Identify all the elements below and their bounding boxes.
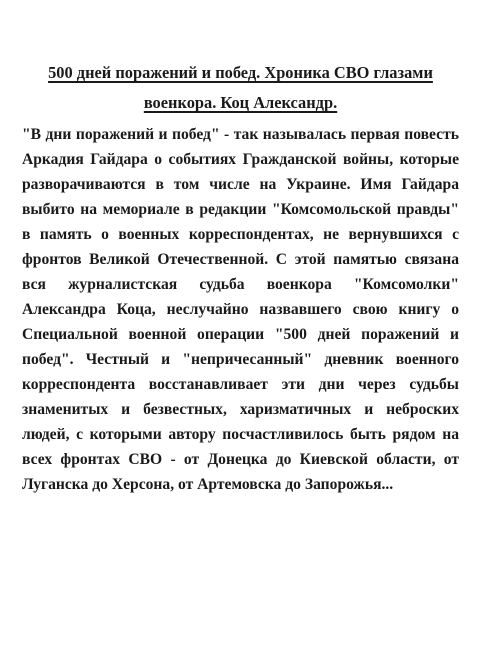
- article-description: "В дни поражений и побед" - так называлась первая повесть Аркадия Гайдара о событиях Гражданской войны, которые разворачиваются в том числе на Украине. Имя Гайдара выбито на мемориале в редакции "Комсомольской правды" в память о военных корреспондентах, не вернувшихся с фронтов Великой Отечественной. С этой памятью связана вся журналистская судьба военкора "Комсомолки" Александра Коца, неслучайно назвавшего свою книгу о Специальной военной операции "500 дней поражений и побед". Честный и "непричесанный" дневник военного корреспондента восстанавливает эти дни через судьбы знаменитых и безвестных, харизматичных и неброских людей, с которыми автору посчастливилось быть рядом на всех фронтах СВО - от Донецка до Киевской области, от Луганска до Херсона, от Артемовска до Запорожья...: [22, 126, 459, 493]
- article-title: 500 дней поражений и побед. Хроника СВО глазами военкора. Коц Александр.: [48, 63, 433, 112]
